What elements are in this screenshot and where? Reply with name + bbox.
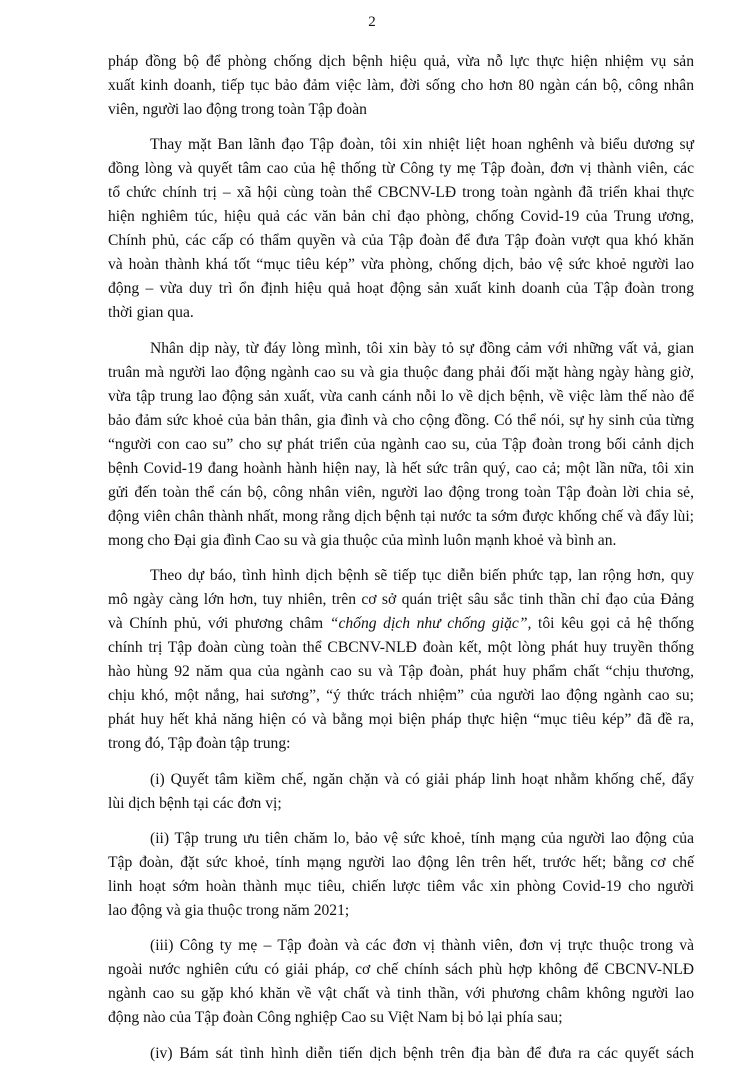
text-line: động viên chân thành nhất, mong rằng dịch bệnh tại nước ta sớm được khống chế và đẩy lùi; bbox=[108, 507, 694, 525]
paragraph-6 bbox=[108, 934, 694, 1030]
emphasis-quote: “chống dịch như chống giặc”, bbox=[329, 615, 532, 633]
paragraph-4 bbox=[108, 768, 694, 816]
text-line: viên, người lao động trong toàn Tập đoàn bbox=[108, 101, 367, 118]
text-line: (iii) Công ty mẹ – Tập đoàn và các đơn vị thành viên, đơn vị trực thuộc trong và bbox=[150, 937, 694, 955]
text-line: hiện nghiêm túc, hiệu quả các văn bản chỉ đạo phòng, chống Covid-19 của Trung ương, bbox=[108, 208, 694, 226]
text-line: mong cho Đại gia đình Cao su và gia thuộc của mình luôn mạnh khoẻ và bình an. bbox=[108, 531, 617, 549]
text-line: động nào của Tập đoàn Công nghiệp Cao su Việt Nam bị bỏ lại phía sau; bbox=[108, 1009, 563, 1027]
text-line: (ii) Tập trung ưu tiên chăm lo, bảo vệ sức khoẻ, tính mạng của người lao động của bbox=[150, 829, 694, 847]
paragraph-7 bbox=[108, 1042, 694, 1066]
text-line: Theo dự báo, tình hình dịch bệnh sẽ tiếp tục diễn biến phức tạp, lan rộng hơn, quy bbox=[150, 567, 694, 585]
text-line: ngành cao su gặp khó khăn về vật chất và tinh thần, với phương châm không người lao bbox=[108, 985, 694, 1003]
text-line: chính trị Tập đoàn cùng toàn thể CBCNV-NLĐ đoàn kết, một lòng phát huy truyền thống bbox=[108, 639, 694, 657]
text-line: và hoàn thành khá tốt “mục tiêu kép” vừa phòng, chống dịch, bảo vệ sức khoẻ người lao bbox=[108, 256, 694, 274]
text-line: hào hùng 92 năm qua của ngành cao su và Tập đoàn, phát huy phẩm chất “chịu thương, bbox=[108, 663, 694, 681]
paragraph-3 bbox=[108, 564, 694, 756]
text-line: trong đó, Tập đoàn tập trung: bbox=[108, 735, 291, 753]
text-line: xuất kinh doanh, tiếp tục bảo đảm việc làm, đời sống cho hơn 80 ngàn cán bộ, công nhân bbox=[108, 77, 694, 94]
text-line: tổ chức chính trị – xã hội cùng toàn thể CBCNV-LĐ trong toàn ngành đã triển khai thực bbox=[108, 184, 694, 202]
text-line: Thay mặt Ban lãnh đạo Tập đoàn, tôi xin nhiệt liệt hoan nghênh và biểu dương sự bbox=[150, 136, 694, 154]
text-line: Chính phủ, các cấp có thẩm quyền và của Tập đoàn để đưa Tập đoàn vượt qua khó khăn bbox=[108, 232, 694, 250]
text-line: pháp đồng bộ để phòng chống dịch bệnh hiệu quả, vừa nỗ lực thực hiện nhiệm vụ sản bbox=[108, 53, 694, 70]
text-line: bệnh Covid-19 đang hoành hành hiện nay, là hết sức trân quý, cao cả; một lần nữa, tôi xin bbox=[108, 459, 694, 477]
page-number: 2 bbox=[368, 14, 376, 30]
text-line: bảo đảm sức khoẻ của bản thân, gia đình và cho cộng đồng. Có thể nói, sự hy sinh của từng bbox=[108, 411, 694, 429]
text-line: Nhân dịp này, từ đáy lòng mình, tôi xin bày tỏ sự đồng cảm với những vất vả, gian bbox=[150, 339, 694, 357]
paragraph-2 bbox=[108, 337, 694, 553]
paragraph-1 bbox=[108, 133, 694, 325]
paragraph-5 bbox=[108, 827, 694, 923]
text-line: truân mà người lao động ngành cao su và gia thuộc đang phải đối mặt hàng ngày hàng giờ, bbox=[108, 363, 694, 381]
text-segment: tôi kêu gọi cả hệ thống bbox=[531, 615, 694, 633]
text-line: lùi dịch bệnh tại các đơn vị; bbox=[108, 794, 282, 812]
text-line: động – vừa duy trì ổn định hiệu quả hoạt động sản xuất kinh doanh của Tập đoàn trong bbox=[108, 280, 694, 298]
text-line: chịu khó, một nắng, hai sương”, “ý thức trách nhiệm” của người lao động ngành cao su; bbox=[108, 687, 694, 705]
document-body bbox=[108, 50, 694, 1077]
text-line: Tập đoàn, đặt sức khoẻ, tính mạng người lao động lên trên hết, trước hết; bằng cơ chế bbox=[108, 853, 694, 871]
text-line: thời gian qua. bbox=[108, 304, 194, 322]
text-line: phát huy hết khả năng hiện có và bằng mọi biện pháp thực hiện “mục tiêu kép” đã đề ra, bbox=[108, 711, 694, 729]
text-line: linh hoạt sớm hoàn thành mục tiêu, chiến lược tiêm vắc xin phòng Covid-19 cho người bbox=[108, 877, 694, 895]
text-line-with-emphasis bbox=[108, 612, 694, 636]
text-line: mô ngày càng lớn hơn, tuy nhiên, trên cơ sở quán triệt sâu sắc tinh thần chỉ đạo của Đảng bbox=[108, 591, 694, 609]
text-line: gửi đến toàn thể cán bộ, công nhân viên, người lao động trong toàn Tập đoàn lời chia sẻ, bbox=[108, 483, 694, 501]
text-line: (iv) Bám sát tình hình diễn tiến dịch bệnh trên địa bàn để đưa ra các quyết sách bbox=[150, 1044, 694, 1062]
text-line: vừa tập trung lao động sản xuất, vừa canh cánh nỗi lo về dịch bệnh, về việc làm thế nào để bbox=[108, 387, 694, 405]
paragraph-0 bbox=[108, 50, 694, 122]
text-line: lao động và gia thuộc trong năm 2021; bbox=[108, 901, 350, 919]
text-line: ngoài nước nghiên cứu có giải pháp, cơ chế chính sách phù hợp không để CBCNV-NLĐ bbox=[108, 961, 694, 979]
text-line: “người con cao su” cho sự phát triển của ngành cao su, của Tập đoàn trong bối cảnh dịch bbox=[108, 435, 694, 453]
text-line: (i) Quyết tâm kiềm chế, ngăn chặn và có giải pháp linh hoạt nhằm khống chế, đẩy bbox=[150, 770, 694, 788]
text-line: đồng lòng và quyết tâm cao của hệ thống từ Công ty mẹ Tập đoàn, đơn vị thành viên, các bbox=[108, 160, 694, 178]
text-segment: và Chính phủ, với phương châm bbox=[108, 615, 324, 633]
